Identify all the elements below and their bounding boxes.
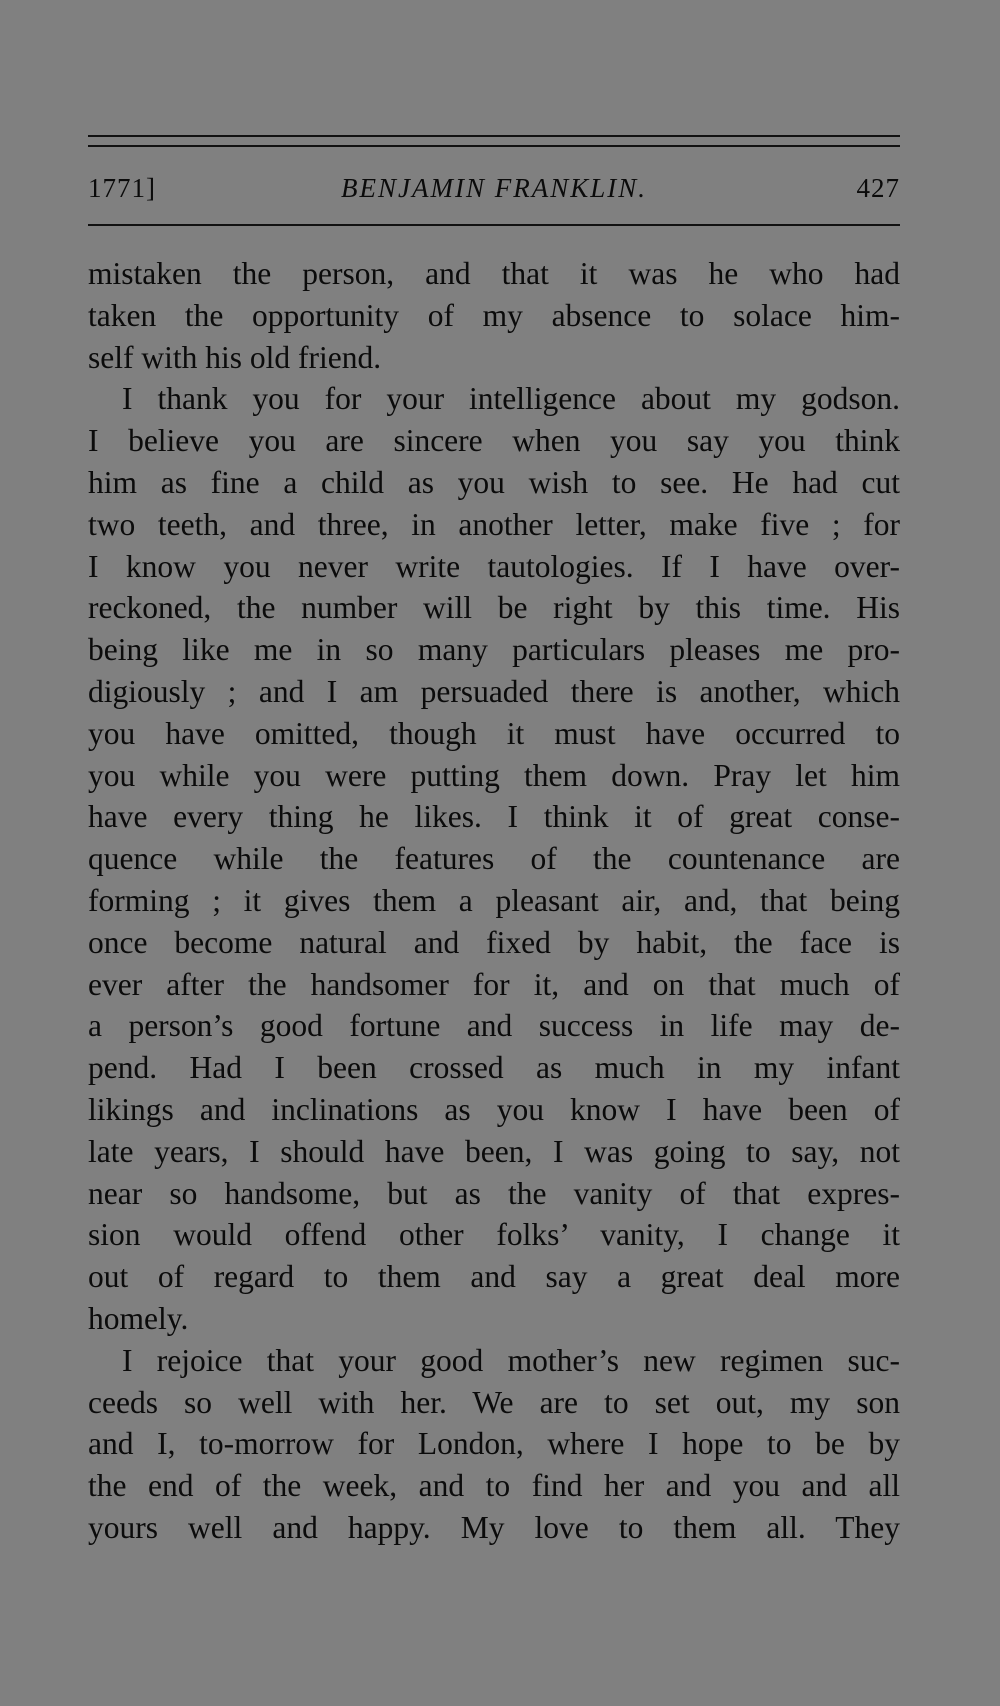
text-line: reckoned, the number will be right by this time. His: [88, 590, 900, 626]
text-line: likings and inclinations as you know I have been of: [88, 1091, 900, 1127]
text-line: the end of the week, and to find her and you and all: [88, 1468, 900, 1504]
text-line: you while you were putting them down. Pray let him: [88, 757, 900, 793]
text-line: forming ; it gives them a pleasant air, and, that being: [88, 882, 900, 918]
text-line: ever after the handsomer for it, and on that much of: [88, 966, 900, 1002]
running-head: [88, 168, 900, 208]
book-page: [88, 0, 900, 1706]
header-rule: [88, 224, 900, 226]
body-text: [88, 253, 900, 1549]
text-line: and I, to-morrow for London, where I hope to be by: [88, 1426, 900, 1462]
text-line: taken the opportunity of my absence to solace him-: [88, 297, 900, 333]
text-line: once become natural and fixed by habit, the face is: [88, 924, 900, 960]
paragraph-start-line: I thank you for your intelligence about my godson.: [122, 381, 900, 417]
paragraph-start-line: I rejoice that your good mother’s new regimen suc-: [122, 1342, 900, 1378]
text-line: homely.: [88, 1300, 189, 1336]
text-line: a person’s good fortune and success in life may de-: [88, 1008, 900, 1044]
text-line: digiously ; and I am persuaded there is another, which: [88, 673, 900, 709]
text-line: ceeds so well with her. We are to set out, my son: [88, 1384, 900, 1420]
text-line: late years, I should have been, I was going to say, not: [88, 1133, 900, 1169]
text-line: I believe you are sincere when you say you think: [88, 423, 900, 459]
text-line: you have omitted, though it must have occurred to: [88, 715, 900, 751]
page-number: 427: [856, 173, 900, 203]
top-rule-inner: [88, 145, 900, 147]
text-line: near so handsome, but as the vanity of that expres-: [88, 1175, 900, 1211]
text-line: him as fine a child as you wish to see. He had cut: [88, 464, 900, 500]
running-head-year: 1771]: [88, 173, 156, 203]
running-head-title: BENJAMIN FRANKLIN.: [341, 173, 647, 203]
text-line: quence while the features of the countenance are: [88, 841, 900, 877]
top-rule: [88, 135, 900, 137]
text-line: I know you never write tautologies. If I have over-: [88, 548, 900, 584]
text-line: mistaken the person, and that it was he who had: [88, 256, 900, 291]
text-line: self with his old friend.: [88, 339, 382, 375]
text-line: sion would offend other folks’ vanity, I change it: [88, 1217, 900, 1253]
text-line: yours well and happy. My love to them all. They: [88, 1509, 900, 1545]
text-line: two teeth, and three, in another letter, make five ; for: [88, 506, 900, 542]
text-line: being like me in so many particulars pleases me pro-: [88, 632, 900, 668]
text-line: out of regard to them and say a great deal more: [88, 1259, 900, 1295]
text-line: have every thing he likes. I think it of great conse-: [88, 799, 900, 835]
text-line: pend. Had I been crossed as much in my infant: [88, 1050, 900, 1086]
